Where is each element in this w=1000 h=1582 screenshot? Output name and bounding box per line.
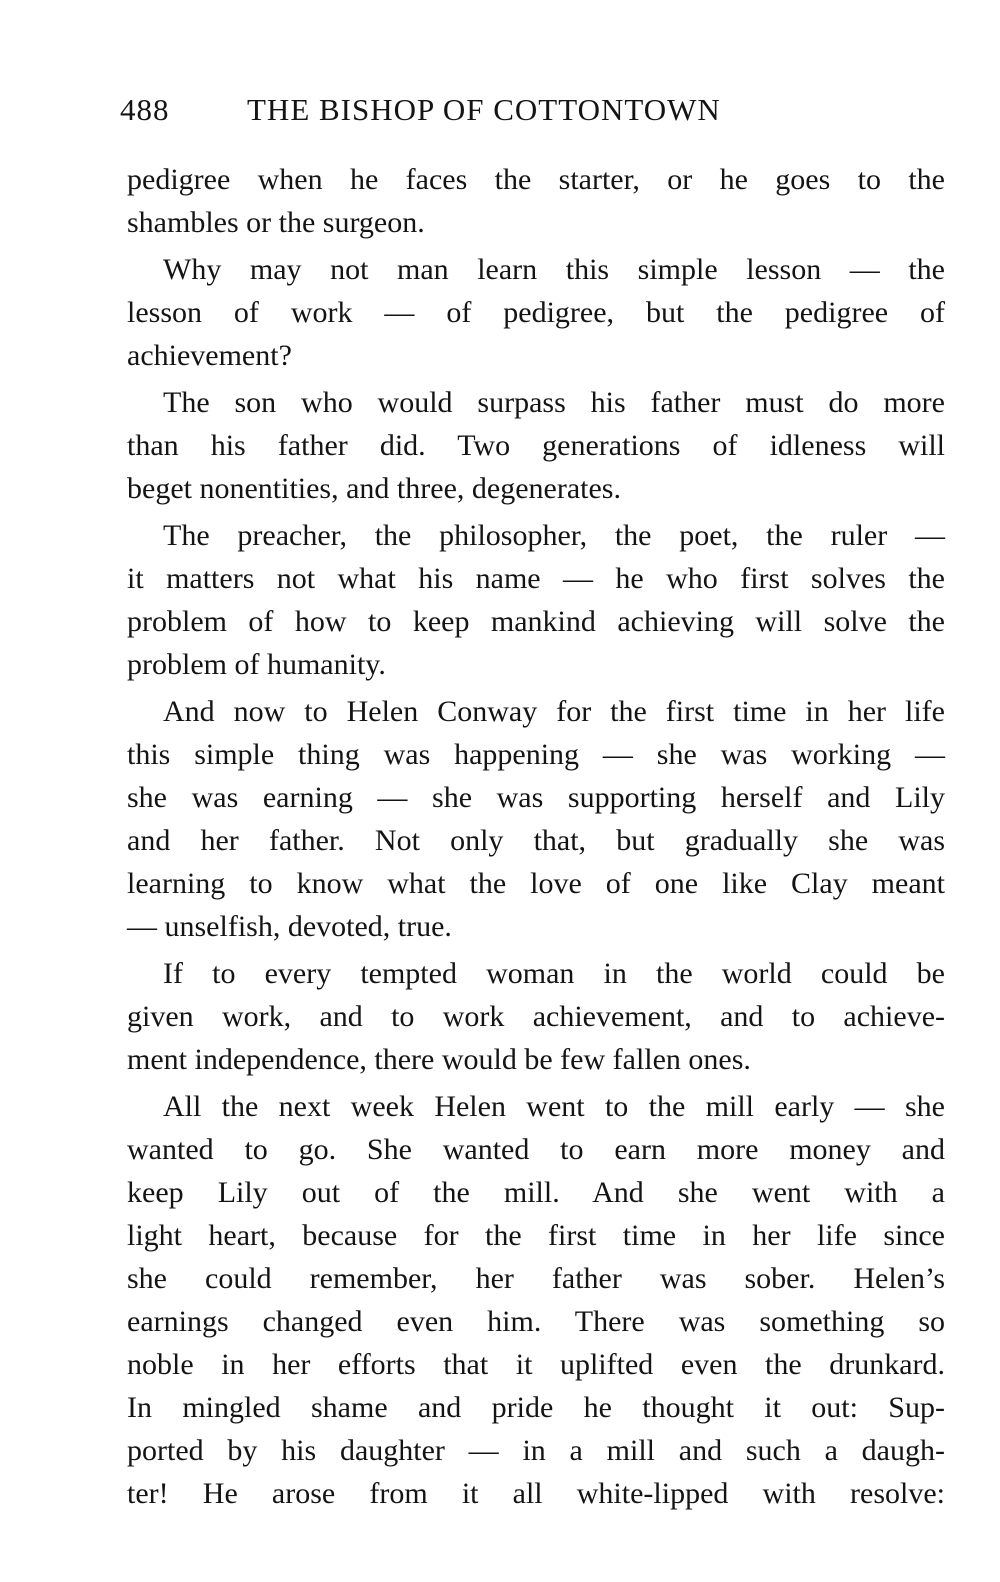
paragraph	[127, 248, 945, 377]
text-line: problem of humanity.	[127, 648, 386, 681]
text-line: noble in her efforts that it uplifted even the drunkard.	[127, 1348, 945, 1381]
text-line: beget nonentities, and three, degenerates.	[127, 472, 621, 505]
text-line: this simple thing was happening — she was working —	[127, 738, 945, 771]
paragraph	[127, 381, 945, 510]
text-line: All the next week Helen went to the mill early — she	[163, 1090, 945, 1123]
text-line: In mingled shame and pride he thought it out: Sup-	[127, 1391, 945, 1424]
body-text	[127, 158, 945, 1519]
text-line: keep Lily out of the mill. And she went with a	[127, 1176, 945, 1209]
page-header	[120, 92, 950, 140]
paragraph	[127, 514, 945, 686]
text-line: than his father did. Two generations of idleness will	[127, 429, 945, 462]
paragraph	[127, 158, 945, 244]
running-title: THE BISHOP OF COTTONTOWN	[247, 92, 721, 127]
text-line: pedigree when he faces the starter, or he goes to the	[127, 163, 945, 196]
text-line: ported by his daughter — in a mill and such a daugh-	[127, 1434, 945, 1467]
text-line: The son who would surpass his father must do more	[163, 386, 945, 419]
text-line: The preacher, the philosopher, the poet, the ruler —	[163, 519, 945, 552]
text-line: Why may not man learn this simple lesson — the	[163, 253, 945, 286]
text-line: light heart, because for the first time in her life since	[127, 1219, 945, 1252]
text-line: learning to know what the love of one like Clay meant	[127, 867, 945, 900]
text-line: ment independence, there would be few fallen ones.	[127, 1043, 751, 1076]
text-line: problem of how to keep mankind achieving will solve the	[127, 605, 945, 638]
paragraph	[127, 690, 945, 948]
page-number: 488	[120, 92, 170, 127]
text-line: earnings changed even him. There was something so	[127, 1305, 945, 1338]
text-line: If to every tempted woman in the world could be	[163, 957, 945, 990]
text-line: it matters not what his name — he who first solves the	[127, 562, 945, 595]
text-line: lesson of work — of pedigree, but the pedigree of	[127, 296, 945, 329]
text-line: she could remember, her father was sober. Helen’s	[127, 1262, 945, 1295]
text-line: achievement?	[127, 339, 292, 372]
text-line: — unselfish, devoted, true.	[127, 910, 452, 943]
text-line: she was earning — she was supporting herself and Lily	[127, 781, 945, 814]
text-line: given work, and to work achievement, and to achieve-	[127, 1000, 945, 1033]
text-line: wanted to go. She wanted to earn more money and	[127, 1133, 945, 1166]
paragraph	[127, 952, 945, 1081]
text-line: And now to Helen Conway for the first time in her life	[163, 695, 945, 728]
text-line: shambles or the surgeon.	[127, 206, 425, 239]
paragraph	[127, 1085, 945, 1515]
text-line: ter! He arose from it all white-lipped with resolve:	[127, 1477, 945, 1510]
text-line: and her father. Not only that, but gradually she was	[127, 824, 945, 857]
